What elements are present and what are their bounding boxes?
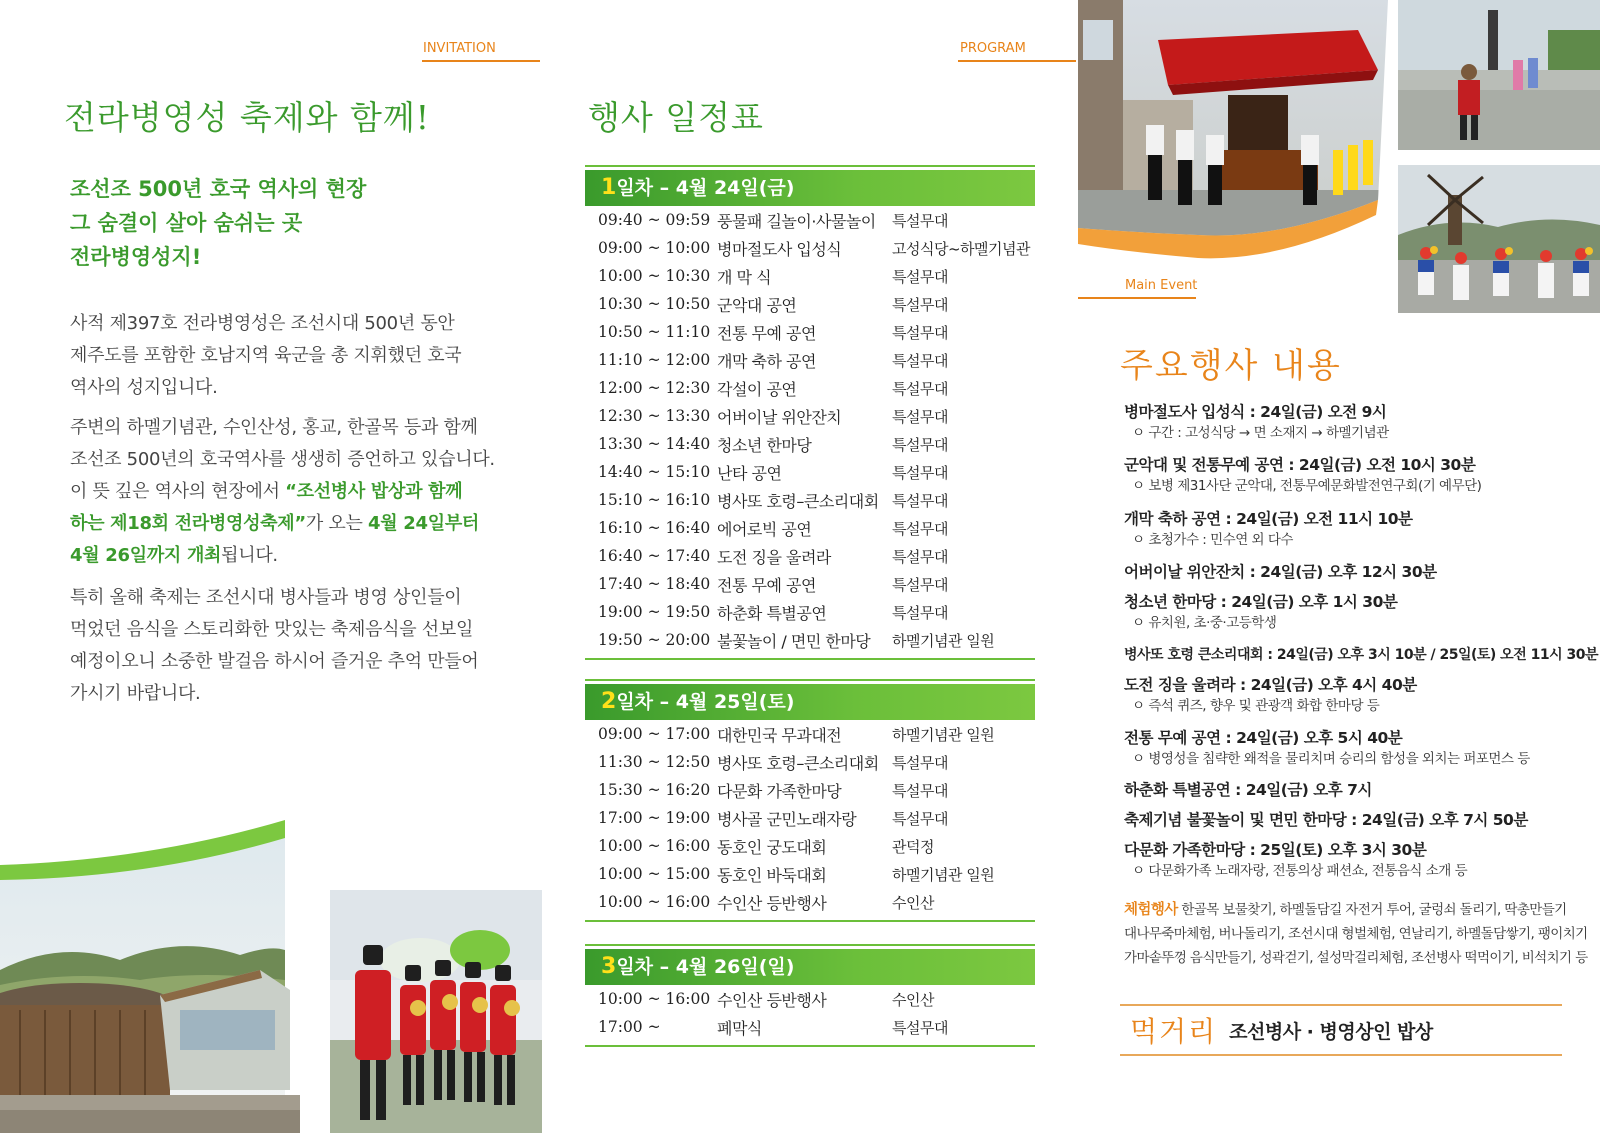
main-event-item <box>1124 674 1584 716</box>
main-event-item <box>1124 508 1584 550</box>
program-tag-line <box>958 60 1076 62</box>
invitation-tag: INVITATION <box>423 41 496 56</box>
schedule-event: 수인산 등반행사 <box>717 990 827 1010</box>
schedule-row <box>585 346 1035 374</box>
main-event-detail: ㅇ 병영성을 침략한 왜적을 물리치며 승리의 함성을 외치는 퍼포먼스 등 <box>1132 751 1530 767</box>
text-run: 됩니다. <box>221 545 278 566</box>
main-event-detail: ㅇ 즉석 퀴즈, 향우 및 관광객 화합 한마당 등 <box>1132 698 1380 714</box>
experience-line <box>1124 898 1584 922</box>
day-header <box>585 949 1035 985</box>
day-bottom-rule <box>585 1045 1035 1047</box>
schedule-time: 16:40 ~ 17:40 <box>598 547 711 565</box>
main-event-item <box>1124 809 1584 831</box>
schedule-time: 19:00 ~ 19:50 <box>598 603 711 621</box>
schedule-place: 수인산 <box>892 990 934 1009</box>
schedule-row <box>585 402 1035 430</box>
schedule-place: 특설무대 <box>892 547 948 566</box>
schedule-event: 도전 징을 울려라 <box>717 547 831 567</box>
paragraph-line: 주변의 하멜기념관, 수인산성, 홍교, 한골목 등과 함께 <box>70 417 478 438</box>
schedule-time: 12:00 ~ 12:30 <box>598 379 711 397</box>
schedule-time: 09:40 ~ 09:59 <box>598 211 711 229</box>
day-bottom-rule <box>585 920 1035 922</box>
schedule-event: 하춘화 특별공연 <box>717 603 827 623</box>
schedule-time: 17:00 ~ <box>598 1018 661 1036</box>
marching-band-photo <box>330 890 542 1133</box>
schedule-time: 17:40 ~ 18:40 <box>598 575 711 593</box>
main-event-title: 주요행사 내용 <box>1120 346 1342 386</box>
schedule-event: 폐막식 <box>717 1018 762 1038</box>
schedule-event: 풍물패 길놀이·사물놀이 <box>717 211 876 231</box>
experience-text: 한골목 보물찾기, 하멜돌담길 자전거 투어, 굴렁쇠 돌리기, 딱총만들기 <box>1177 902 1567 918</box>
main-event-item <box>1124 839 1584 881</box>
paragraph-line: 역사의 성지입니다. <box>70 377 218 398</box>
schedule-place: 특설무대 <box>892 323 948 342</box>
schedule-row <box>585 888 1035 916</box>
schedule-event: 전통 무예 공연 <box>717 323 816 343</box>
schedule-row <box>585 748 1035 776</box>
schedule-time: 10:50 ~ 11:10 <box>598 323 711 341</box>
schedule-row <box>585 776 1035 804</box>
schedule-place: 특설무대 <box>892 809 948 828</box>
schedule-time: 10:00 ~ 15:00 <box>598 865 711 883</box>
schedule-time: 17:00 ~ 19:00 <box>598 809 711 827</box>
schedule-time: 15:30 ~ 16:20 <box>598 781 711 799</box>
experience-events <box>1124 898 1588 970</box>
schedule-event: 어버이날 위안잔치 <box>717 407 842 427</box>
day-label: 일차 – 4월 25일(토) <box>616 691 795 713</box>
schedule-time: 09:00 ~ 17:00 <box>598 725 711 743</box>
schedule-event: 병사또 호령–큰소리대회 <box>717 491 879 511</box>
main-event-tag: Main Event <box>1125 278 1198 293</box>
schedule-time: 10:00 ~ 16:00 <box>598 837 711 855</box>
invitation-title: 전라병영성 축제와 함께! <box>64 98 431 137</box>
schedule-row <box>585 206 1035 234</box>
schedule-event: 동호인 바둑대회 <box>717 865 827 885</box>
schedule-place: 고성식당~하멜기념관 <box>892 239 1030 258</box>
procession-photo <box>1078 0 1388 262</box>
invitation-tag-line <box>422 60 540 62</box>
schedule-time: 11:10 ~ 12:00 <box>598 351 711 369</box>
paragraph-line: 사적 제397호 전라병영성은 조선시대 500년 동안 <box>70 313 455 334</box>
main-event-item <box>1124 779 1584 801</box>
experience-line: 대나무죽마체험, 버나돌리기, 조선시대 형벌체험, 연날리기, 하멜돌담쌓기, 팽이치기 <box>1124 926 1588 942</box>
invitation-paragraph-1 <box>70 308 490 404</box>
schedule-event: 청소년 한마당 <box>717 435 812 455</box>
schedule-event: 다문화 가족한마당 <box>717 781 842 801</box>
schedule-place: 하멜기념관 일원 <box>892 631 995 650</box>
paragraph-line <box>70 540 490 572</box>
highlight-text: “조선병사 밥상과 함께 <box>285 481 463 502</box>
paragraph-line: 특히 올해 축제는 조선시대 병사들과 병영 상인들이 <box>70 587 462 608</box>
main-event-detail: ㅇ 유치원, 초·중·고등학생 <box>1132 615 1277 631</box>
highlight-text: 하는 제18회 전라병영성축제” <box>70 513 306 534</box>
schedule-place: 특설무대 <box>892 435 948 454</box>
highlight-text: 4월 24일부터 <box>368 513 479 534</box>
schedule-time: 09:00 ~ 10:00 <box>598 239 711 257</box>
schedule-place: 수인산 <box>892 893 934 912</box>
schedule-row <box>585 720 1035 748</box>
schedule-place: 특설무대 <box>892 491 948 510</box>
lead-line: 전라병영성지! <box>70 245 202 269</box>
paragraph-line <box>70 508 490 540</box>
experience-label: 체험행사 <box>1124 902 1178 918</box>
day-number: 2 <box>601 689 617 714</box>
schedule-event: 불꽃놀이 / 면민 한마당 <box>717 631 871 651</box>
schedule-row <box>585 985 1035 1013</box>
day-header <box>585 684 1035 720</box>
schedule-time: 16:10 ~ 16:40 <box>598 519 711 537</box>
program-title: 행사 일정표 <box>588 98 764 137</box>
main-event-heading: 전통 무예 공연 : 24일(금) 오후 5시 40분 <box>1124 729 1403 747</box>
schedule-place: 특설무대 <box>892 1018 948 1037</box>
main-event-heading: 축제기념 불꽃놀이 및 면민 한마당 : 24일(금) 오후 7시 50분 <box>1124 811 1528 829</box>
paragraph-line: 조선조 500년의 호국역사를 생생히 증언하고 있습니다. <box>70 449 495 470</box>
main-event-item <box>1124 591 1584 633</box>
main-event-heading: 개막 축하 공연 : 24일(금) 오전 11시 10분 <box>1124 510 1413 528</box>
schedule-time: 10:00 ~ 16:00 <box>598 893 711 911</box>
main-event-item <box>1124 727 1584 769</box>
schedule-place: 특설무대 <box>892 295 948 314</box>
day-3-schedule <box>585 944 1035 1047</box>
main-event-detail: ㅇ 구간 : 고성식당 → 면 소재지 → 하멜기념관 <box>1132 425 1389 441</box>
day-number: 1 <box>601 175 617 200</box>
schedule-event: 동호인 궁도대회 <box>717 837 827 857</box>
day-1-schedule <box>585 165 1035 660</box>
schedule-event: 군악대 공연 <box>717 295 797 315</box>
schedule-row <box>585 374 1035 402</box>
paragraph-line: 먹었던 음식을 스토리화한 맛있는 축제음식을 선보일 <box>70 619 474 640</box>
main-event-item <box>1124 644 1598 666</box>
schedule-event: 병사골 군민노래자랑 <box>717 809 857 829</box>
schedule-place: 특설무대 <box>892 781 948 800</box>
schedule-event: 개막 축하 공연 <box>717 351 816 371</box>
main-event-heading: 다문화 가족한마당 : 25일(토) 오후 3시 30분 <box>1124 841 1427 859</box>
schedule-place: 특설무대 <box>892 603 948 622</box>
main-event-detail: ㅇ 보병 제31사단 군악대, 전통무예문화발전연구회(기 예무단) <box>1132 478 1482 494</box>
schedule-place: 관덕정 <box>892 837 934 856</box>
day-label: 일차 – 4월 26일(일) <box>616 956 795 978</box>
schedule-row <box>585 598 1035 626</box>
paragraph-line: 제주도를 포함한 호남지역 육군을 총 지휘했던 호국 <box>70 345 462 366</box>
schedule-time: 19:50 ~ 20:00 <box>598 631 711 649</box>
schedule-row <box>585 430 1035 458</box>
schedule-place: 특설무대 <box>892 519 948 538</box>
main-event-heading: 병사또 호령 큰소리대회 : 24일(금) 오후 3시 10분 / 25일(토) 오전 11시 30분 <box>1124 647 1598 663</box>
schedule-time: 11:30 ~ 12:50 <box>598 753 711 771</box>
text-run: 이 뜻 깊은 역사의 현장에서 <box>70 481 286 502</box>
main-event-heading: 하춘화 특별공연 : 24일(금) 오후 7시 <box>1124 781 1372 799</box>
main-event-heading: 군악대 및 전통무예 공연 : 24일(금) 오전 10시 30분 <box>1124 456 1476 474</box>
schedule-time: 10:00 ~ 10:30 <box>598 267 711 285</box>
day-top-rule <box>585 944 1035 946</box>
schedule-place: 하멜기념관 일원 <box>892 865 995 884</box>
text-run: 가 오는 <box>305 513 368 534</box>
paragraph-line: 예정이오니 소중한 발걸음 하시어 즐거운 추억 만들어 <box>70 651 479 672</box>
schedule-event: 전통 무예 공연 <box>717 575 816 595</box>
main-event-detail: ㅇ 초청가수 : 민수연 외 다수 <box>1132 532 1293 548</box>
invitation-paragraph-3 <box>70 582 490 710</box>
experience-line: 가마솥뚜껑 음식만들기, 성곽걷기, 설성막걸리체험, 조선병사 떡먹이기, 비석치기 등 <box>1124 950 1588 966</box>
schedule-row <box>585 626 1035 654</box>
paragraph-line <box>70 476 490 508</box>
schedule-time: 12:30 ~ 13:30 <box>598 407 711 425</box>
main-event-item <box>1124 454 1584 496</box>
schedule-row <box>585 804 1035 832</box>
lead-line: 그 숨결이 살아 숨쉬는 곳 <box>70 211 303 235</box>
schedule-row <box>585 542 1035 570</box>
schedule-row <box>585 514 1035 542</box>
food-label: 먹거리 <box>1130 1015 1218 1048</box>
schedule-row <box>585 486 1035 514</box>
invitation-lead <box>70 172 490 274</box>
schedule-row <box>585 262 1035 290</box>
schedule-time: 15:10 ~ 16:10 <box>598 491 711 509</box>
day-top-rule <box>585 165 1035 167</box>
main-event-tag-line <box>1078 297 1196 299</box>
schedule-time: 14:40 ~ 15:10 <box>598 463 711 481</box>
schedule-place: 특설무대 <box>892 211 948 230</box>
food-text: 조선병사 · 병영상인 밥상 <box>1229 1020 1433 1043</box>
schedule-event: 병사또 호령–큰소리대회 <box>717 753 879 773</box>
lead-line: 조선조 500년 호국 역사의 현장 <box>70 177 367 201</box>
paragraph-line: 가시기 바랍니다. <box>70 683 201 704</box>
schedule-place: 하멜기념관 일원 <box>892 725 995 744</box>
day-number: 3 <box>601 954 617 979</box>
windmill-dancers-photo <box>1398 165 1600 313</box>
schedule-place: 특설무대 <box>892 407 948 426</box>
schedule-event: 각설이 공연 <box>717 379 797 399</box>
schedule-event: 대한민국 무과대전 <box>717 725 842 745</box>
main-event-detail: ㅇ 다문화가족 노래자랑, 전통의상 패션쇼, 전통음식 소개 등 <box>1132 863 1468 879</box>
schedule-place: 특설무대 <box>892 379 948 398</box>
highlight-text: 4월 26일까지 개최 <box>70 545 222 566</box>
building-photo <box>0 820 320 1133</box>
schedule-place: 특설무대 <box>892 351 948 370</box>
schedule-place: 특설무대 <box>892 267 948 286</box>
kid-photo <box>1398 0 1600 150</box>
schedule-event: 개 막 식 <box>717 267 772 287</box>
schedule-row <box>585 860 1035 888</box>
schedule-event: 수인산 등반행사 <box>717 893 827 913</box>
schedule-event: 병마절도사 입성식 <box>717 239 842 259</box>
program-tag: PROGRAM <box>960 41 1026 56</box>
schedule-place: 특설무대 <box>892 753 948 772</box>
schedule-time: 10:00 ~ 16:00 <box>598 990 711 1008</box>
schedule-row <box>585 234 1035 262</box>
schedule-place: 특설무대 <box>892 463 948 482</box>
day-header <box>585 170 1035 206</box>
day-2-schedule <box>585 679 1035 922</box>
schedule-time: 13:30 ~ 14:40 <box>598 435 711 453</box>
schedule-row <box>585 290 1035 318</box>
day-top-rule <box>585 679 1035 681</box>
main-event-heading: 병마절도사 입성식 : 24일(금) 오전 9시 <box>1124 403 1387 421</box>
main-event-item <box>1124 561 1584 583</box>
schedule-time: 10:30 ~ 10:50 <box>598 295 711 313</box>
main-event-heading: 도전 징을 울려라 : 24일(금) 오후 4시 40분 <box>1124 676 1417 694</box>
schedule-row <box>585 1013 1035 1041</box>
invitation-paragraph-2 <box>70 412 495 572</box>
schedule-event: 난타 공연 <box>717 463 782 483</box>
day-label: 일차 – 4월 24일(금) <box>616 177 795 199</box>
main-event-item <box>1124 401 1584 443</box>
schedule-event: 에어로빅 공연 <box>717 519 812 539</box>
schedule-row <box>585 318 1035 346</box>
schedule-row <box>585 458 1035 486</box>
schedule-row <box>585 832 1035 860</box>
food-box <box>1120 1004 1562 1056</box>
main-event-heading: 어버이날 위안잔치 : 24일(금) 오후 12시 30분 <box>1124 563 1437 581</box>
schedule-row <box>585 570 1035 598</box>
main-event-heading: 청소년 한마당 : 24일(금) 오후 1시 30분 <box>1124 593 1398 611</box>
schedule-place: 특설무대 <box>892 575 948 594</box>
day-bottom-rule <box>585 658 1035 660</box>
